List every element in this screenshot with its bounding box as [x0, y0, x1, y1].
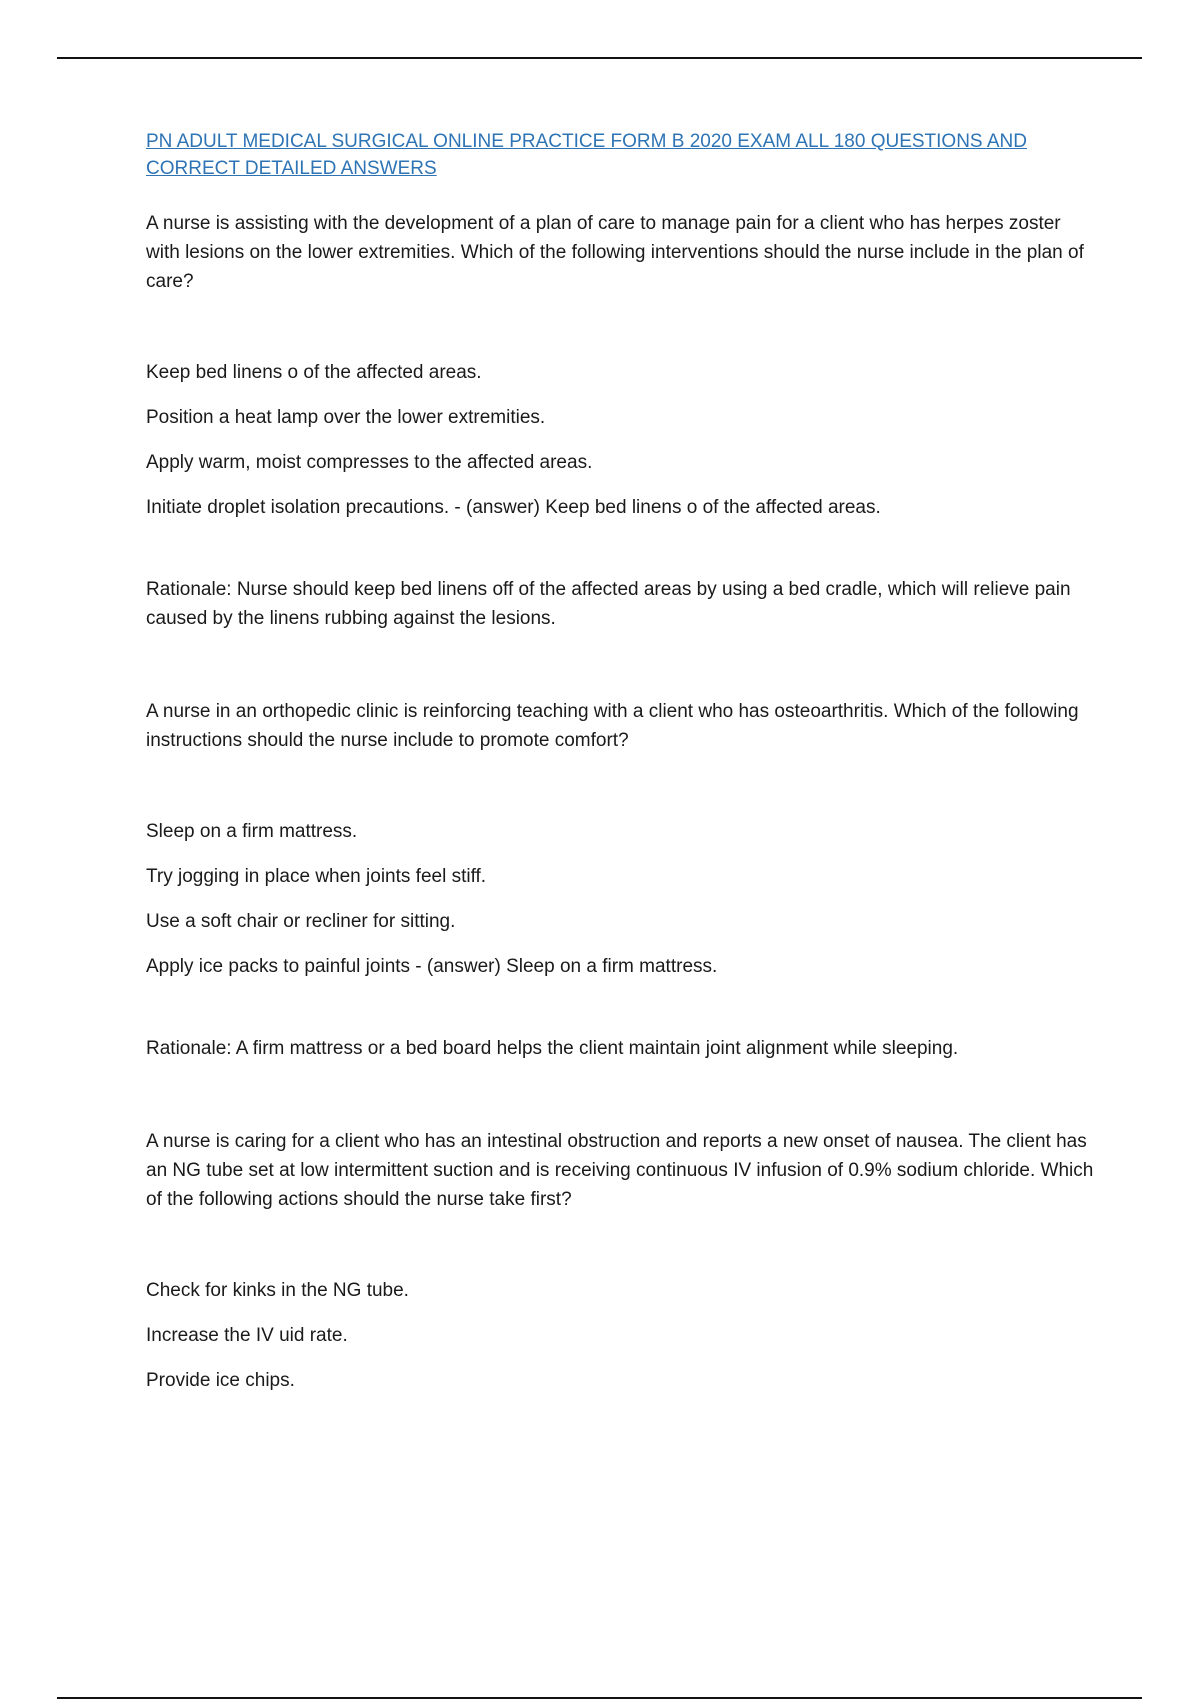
option-item: Provide ice chips. — [146, 1370, 295, 1391]
question-block-3 — [146, 1127, 1096, 1394]
option-item-with-answer: Initiate droplet isolation precautions. - (answer) Keep bed linens o of the affected areas. — [146, 497, 881, 518]
rationale-text: Rationale: A firm mattress or a bed board helps the client maintain joint alignment while sleeping. — [146, 1038, 959, 1059]
document-title-link[interactable]: PN ADULT MEDICAL SURGICAL ONLINE PRACTICE FORM B 2020 EXAM ALL 180 QUESTIONS AND CORRECT DETAILED ANSWERS — [146, 131, 1027, 179]
document-page — [146, 128, 1096, 1412]
question-block-1 — [146, 209, 1096, 633]
answer-options — [146, 359, 1096, 521]
option-item: Check for kinks in the NG tube. — [146, 1280, 409, 1301]
question-text: A nurse is assisting with the development of a plan of care to manage pain for a client who has herpes zoster with lesions on the lower extremities. Which of the following interventions should the nurse include in the plan of care? — [146, 213, 1084, 292]
option-item: Sleep on a firm mattress. — [146, 821, 358, 842]
option-item: Try jogging in place when joints feel stiff. — [146, 866, 487, 887]
option-item: Use a soft chair or recliner for sitting. — [146, 911, 456, 932]
question-block-2 — [146, 697, 1096, 1063]
option-item: Apply warm, moist compresses to the affected areas. — [146, 452, 593, 473]
option-item: Increase the IV uid rate. — [146, 1325, 348, 1346]
top-rule — [57, 57, 1142, 59]
answer-options — [146, 818, 1096, 980]
rationale-text: Rationale: Nurse should keep bed linens off of the affected areas by using a bed cradle, which will relieve pain caused by the linens rubbing against the lesions. — [146, 579, 1071, 629]
bottom-rule — [57, 1697, 1142, 1699]
question-text: A nurse in an orthopedic clinic is reinforcing teaching with a client who has osteoarthritis. Which of the following instructions should the nurse include to promote comfort? — [146, 701, 1079, 751]
question-text: A nurse is caring for a client who has an intestinal obstruction and reports a new onset of nausea. The client has an NG tube set at low intermittent suction and is receiving continuous IV infusion of 0.9% sodium chloride. Which of the following actions should the nurse take first? — [146, 1131, 1094, 1210]
option-item: Keep bed linens o of the affected areas. — [146, 362, 482, 383]
option-item: Position a heat lamp over the lower extremities. — [146, 407, 546, 428]
option-item-with-answer: Apply ice packs to painful joints - (answer) Sleep on a firm mattress. — [146, 956, 718, 977]
answer-options — [146, 1277, 1096, 1394]
